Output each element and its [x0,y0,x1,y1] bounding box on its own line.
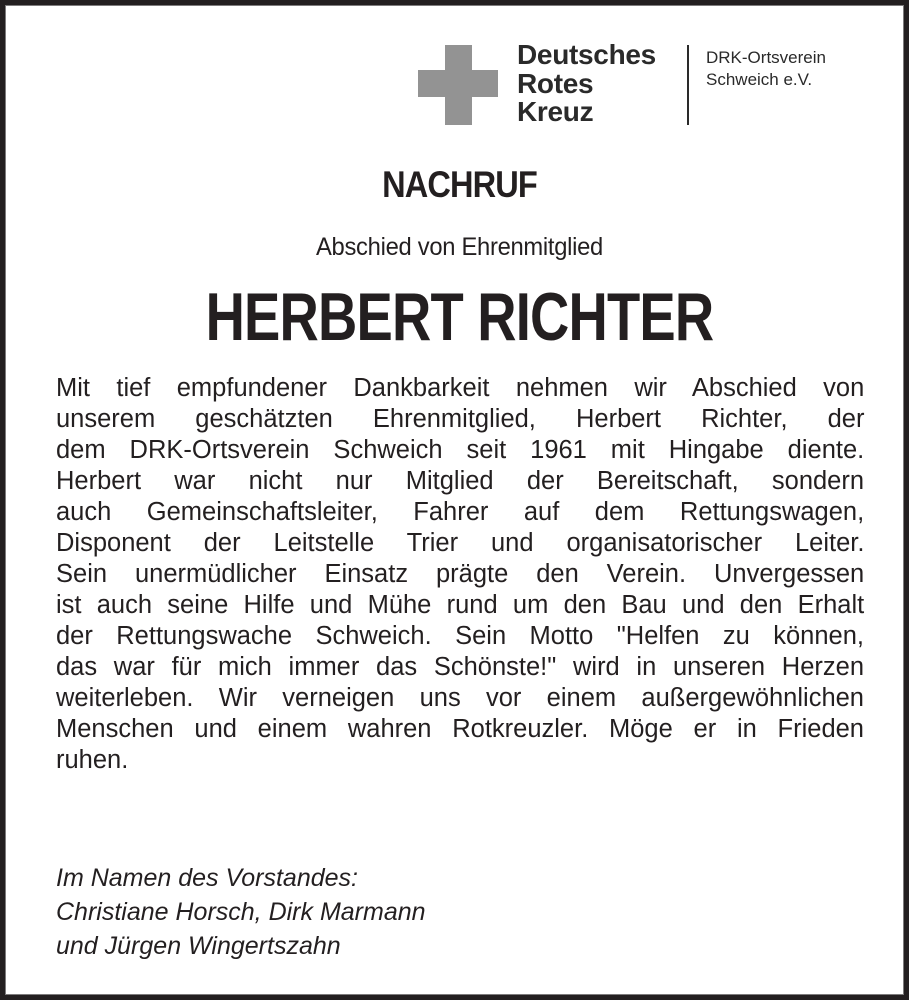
notice-body [56,373,864,776]
brand-line-1: Deutsches [517,39,656,70]
body-line: ist auch seine Hilfe und Mühe rund um den Bau und den Erhalt [56,591,865,619]
deceased-name: HERBERT RICHTER [205,279,714,355]
brand-line-2: Rotes [517,67,594,99]
signature-line-2: Christiane Horsch, Dirk Marmann [56,898,426,926]
notice-subtitle: Abschied von Ehrenmitglied [315,233,603,261]
org-line-2: Schweich e.V. [706,70,813,89]
body-line: dem DRK-Ortsverein Schweich seit 1961 mit Hingabe diente. [56,436,865,464]
body-line: Mit tief empfundener Dankbarkeit nehmen wir Abschied von [56,374,865,402]
body-line: auch Gemeinschaftsleiter, Fahrer auf dem Rettungswagen, [56,498,865,526]
body-line: Disponent der Leitstelle Trier und organisatorischer Leiter. [56,529,865,557]
red-cross-icon-horizontal [418,70,498,97]
body-line: das war für mich immer das Schönste!" wird in unseren Herzen [56,653,864,681]
org-line-1: DRK-Ortsverein [706,48,826,67]
body-line: Sein unermüdlicher Einsatz prägte den Verein. Unvergessen [56,560,865,588]
body-line: ruhen. [56,746,129,774]
notice-heading: NACHRUF [382,164,537,205]
brand-name [517,41,656,127]
signature-line-1: Im Namen des Vorstandes: [56,864,358,892]
body-line: der Rettungswache Schweich. Sein Motto "Helfen zu können, [56,622,864,650]
body-line: Menschen und einem wahren Rotkreuzler. Möge er in Frieden [56,715,864,743]
signature-block [56,861,426,963]
logo-divider [687,45,689,125]
signature-line-3: und Jürgen Wingertszahn [56,932,341,960]
body-line: Herbert war nicht nur Mitglied der Bereitschaft, sondern [56,467,865,495]
brand-line-3: Kreuz [517,96,594,127]
body-line: weiterleben. Wir verneigen uns vor einem außergewöhnlichen [56,684,864,712]
body-line: unserem geschätzten Ehrenmitglied, Herbert Richter, der [56,405,865,433]
org-name [706,47,826,91]
